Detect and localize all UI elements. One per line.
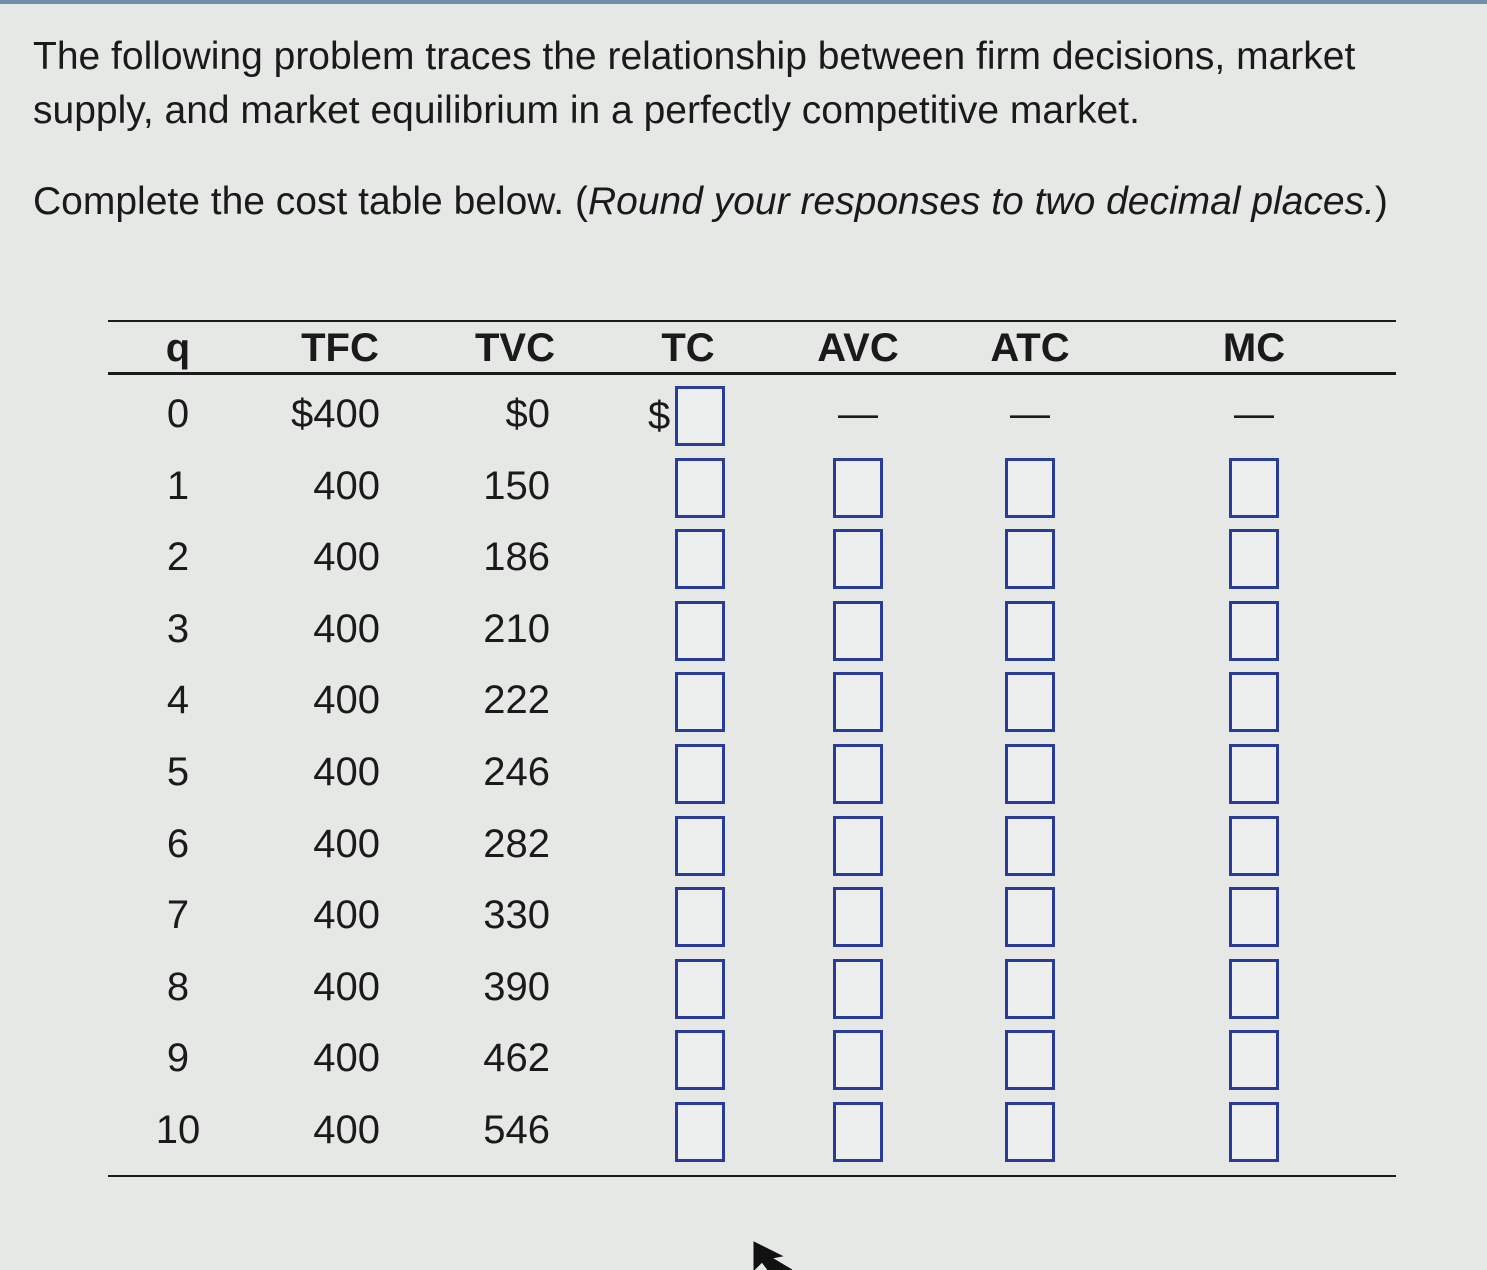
mc-input[interactable] [1229, 816, 1279, 876]
atc-input[interactable] [1005, 744, 1055, 804]
tc-input[interactable] [675, 744, 725, 804]
cell-q: 8 [166, 964, 190, 1009]
avc-input[interactable] [833, 744, 883, 804]
header-tc: TC [661, 326, 715, 370]
header-avc: AVC [817, 326, 899, 370]
cell-q: 9 [166, 1036, 190, 1081]
instruction-suffix: ) [1374, 180, 1388, 223]
table-row: 4 400 222 [108, 666, 1396, 738]
atc-input[interactable] [1005, 816, 1055, 876]
cell-q: 3 [166, 606, 190, 651]
avc-input[interactable] [833, 672, 883, 732]
avc-not-applicable: — [838, 392, 878, 436]
mc-not-applicable: — [1234, 392, 1274, 436]
table-row: 10 400 546 [108, 1096, 1396, 1168]
mc-input[interactable] [1229, 959, 1279, 1019]
header-atc: ATC [990, 326, 1070, 370]
mc-input[interactable] [1229, 887, 1279, 947]
mc-input[interactable] [1229, 672, 1279, 732]
instruction-rounding-note: Round your responses to two decimal places. [587, 180, 1375, 223]
cell-q: 7 [166, 893, 190, 938]
table-row: 1 400 150 [108, 452, 1396, 524]
table-row: 9 400 462 [108, 1024, 1396, 1096]
avc-input[interactable] [833, 1102, 883, 1162]
cost-table [108, 318, 1396, 1180]
mc-input[interactable] [1229, 1030, 1279, 1090]
table-row: 6 400 282 [108, 810, 1396, 882]
avc-input[interactable] [833, 458, 883, 518]
cell-q: 10 [155, 1108, 201, 1152]
table-row: 3 400 210 [108, 595, 1396, 667]
tc-input[interactable] [675, 672, 725, 732]
problem-intro: The following problem traces the relationship between firm decisions, market supply, and market equilibrium in a perfectly competitive market. [33, 35, 1356, 132]
cell-q: 0 [166, 392, 190, 436]
atc-input[interactable] [1005, 887, 1055, 947]
atc-input[interactable] [1005, 1030, 1055, 1090]
atc-input[interactable] [1005, 529, 1055, 589]
instruction-text [33, 174, 1413, 230]
table-row: 2 400 186 [108, 523, 1396, 595]
mouse-pointer-icon [752, 1240, 792, 1270]
tc-input[interactable] [675, 529, 725, 589]
tc-input[interactable] [675, 458, 725, 518]
tc-input[interactable] [675, 386, 725, 446]
mc-input[interactable] [1229, 601, 1279, 661]
header-tvc: TVC [475, 326, 555, 370]
avc-input[interactable] [833, 959, 883, 1019]
avc-input[interactable] [833, 816, 883, 876]
atc-input[interactable] [1005, 959, 1055, 1019]
cell-q: 2 [166, 535, 190, 580]
avc-input[interactable] [833, 601, 883, 661]
header-q: q [165, 326, 191, 370]
atc-input[interactable] [1005, 672, 1055, 732]
header-mc: MC [1222, 326, 1286, 370]
mc-input[interactable] [1229, 529, 1279, 589]
atc-input[interactable] [1005, 1102, 1055, 1162]
avc-input[interactable] [833, 529, 883, 589]
table-top-rule [108, 320, 1396, 322]
instruction-prefix: Complete the cost table below. ( [33, 180, 588, 223]
tc-input[interactable] [675, 601, 725, 661]
atc-input[interactable] [1005, 458, 1055, 518]
top-accent-bar [0, 0, 1487, 4]
tc-input[interactable] [675, 959, 725, 1019]
tc-input[interactable] [675, 816, 725, 876]
table-row: 8 400 390 [108, 953, 1396, 1025]
avc-input[interactable] [833, 887, 883, 947]
table-row: 7 400 330 [108, 881, 1396, 953]
tc-input[interactable] [675, 1102, 725, 1162]
cell-q: 1 [166, 463, 190, 508]
atc-input[interactable] [1005, 601, 1055, 661]
tc-input[interactable] [675, 1030, 725, 1090]
avc-input[interactable] [833, 1030, 883, 1090]
cell-q: 4 [166, 678, 190, 723]
atc-not-applicable: — [1010, 392, 1050, 436]
mc-input[interactable] [1229, 744, 1279, 804]
cell-q: 5 [166, 750, 190, 794]
tc-currency-symbol: $ [648, 394, 671, 438]
table-row: 5 400 246 [108, 738, 1396, 810]
header-tfc: TFC [301, 326, 379, 370]
table-row: 0 $400 $0 $ — — — [108, 380, 1396, 452]
table-bottom-rule [108, 1175, 1396, 1177]
cell-q: 6 [166, 821, 190, 866]
mc-input[interactable] [1229, 458, 1279, 518]
mc-input[interactable] [1229, 1102, 1279, 1162]
tc-input[interactable] [675, 887, 725, 947]
table-header-rule [108, 372, 1396, 375]
